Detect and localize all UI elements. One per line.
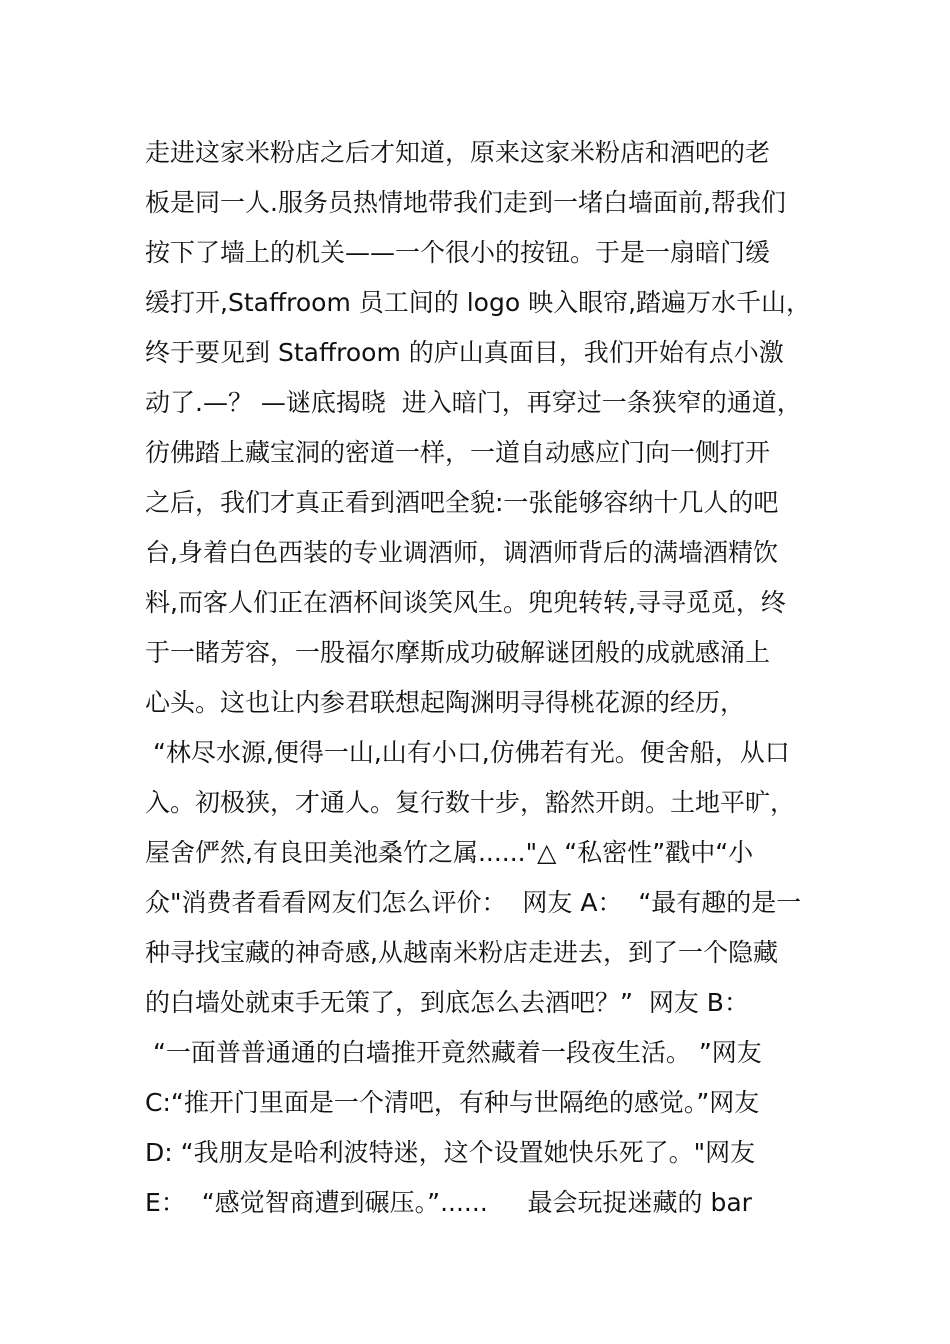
text-line: 的白墙处就束手无策了，到底怎么去酒吧？” 网友 B： (145, 988, 749, 1017)
text-line: “一面普普通通的白墙推开竟然藏着一段夜生活。 ”网友 (145, 1038, 762, 1067)
text-line: 之后，我们才真正看到酒吧全貌:一张能够容纳十几人的吧 (145, 488, 779, 517)
text-line: 板是同一人.服务员热情地带我们走到一堵白墙面前,帮我们 (145, 188, 786, 217)
text-line: 终于要见到 Staffroom 的庐山真面目，我们开始有点小激 (145, 338, 784, 367)
text-line: 于一睹芳容，一股福尔摩斯成功破解谜团般的成就感涌上 (145, 638, 771, 667)
text-line: 种寻找宝藏的神奇感,从越南米粉店走进去，到了一个隐藏 (145, 938, 778, 967)
text-line: 动了.—？ —谜底揭晓 进入暗门，再穿过一条狭窄的通道， (145, 388, 802, 417)
text-line: 彷佛踏上藏宝洞的密道一样，一道自动感应门向一侧打开 (145, 438, 771, 467)
text-line: C:“推开门里面是一个清吧，有种与世隔绝的感觉。”网友 (145, 1088, 760, 1117)
text-line: 按下了墙上的机关——一个很小的按钮。于是一扇暗门缓 (145, 238, 771, 267)
text-line: 走进这家米粉店之后才知道，原来这家米粉店和酒吧的老 (145, 138, 771, 167)
text-line: 料,而客人们正在酒杯间谈笑风生。兜兜转转,寻寻觅觅，终 (145, 588, 786, 617)
text-line: 屋舍俨然,有良田美池桑竹之属......"△ “私密性”戳中“小 (145, 838, 754, 867)
text-line: 入。初极狭，才通人。复行数十步，豁然开朗。土地平旷， (145, 788, 796, 817)
text-line: E： “感觉智商遭到碾压。”...... 最会玩捉迷藏的 bar (145, 1188, 752, 1217)
text-line: 缓打开,Staffroom 员工间的 logo 映入眼帘,踏遍万水千山， (145, 288, 812, 317)
body-text (145, 128, 825, 1228)
text-line: D: “我朋友是哈利波特迷，这个设置她快乐死了。"网友 (145, 1138, 756, 1167)
text-line: 台,身着白色西装的专业调酒师，调酒师背后的满墙酒精饮 (145, 538, 778, 567)
text-line: 心头。这也让内参君联想起陶渊明寻得桃花源的经历， (145, 688, 746, 717)
text-line: “林尽水源,便得一山,山有小口,仿佛若有光。便舍船，从口 (145, 738, 790, 767)
text-line: 众"消费者看看网友们怎么评价： 网友 A： “最有趣的是一 (145, 888, 802, 917)
